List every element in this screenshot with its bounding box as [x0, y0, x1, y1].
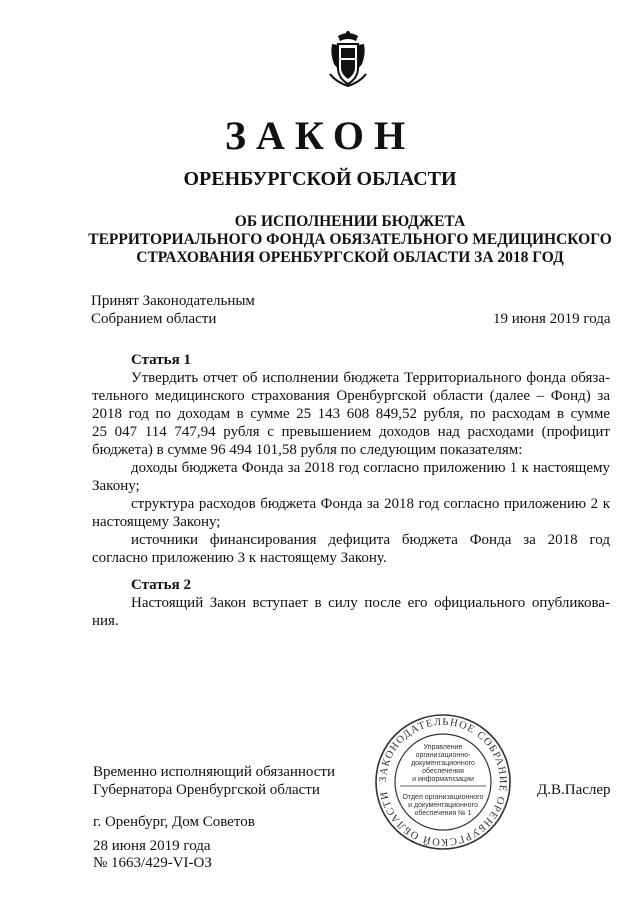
article-2-heading: Статья 2: [131, 577, 191, 593]
article-2-line: ния.: [92, 613, 119, 629]
article-1-line: настоящему Закону;: [92, 514, 221, 530]
law-number: № 1663/429-VI-ОЗ: [93, 855, 212, 871]
signatory-position-line-1: Временно исполняющий обязанности: [93, 764, 336, 780]
law-region: ОРЕНБУРГСКОЙ ОБЛАСТИ: [183, 168, 457, 190]
stamp-inner-line: обеспечения № 1: [414, 810, 472, 817]
article-1-line: согласно приложению 3 к настоящему Закону.: [92, 550, 387, 566]
stamp-inner-line: Управление: [423, 744, 463, 751]
law-subject-line: ТЕРРИТОРИАЛЬНОГО ФОНДА ОБЯЗАТЕЛЬНОГО МЕДИЦИНСКОГО: [88, 231, 612, 248]
adoption-line-1: Принят Законодательным: [91, 293, 255, 309]
article-1-line: источники финансирования дефицита бюджета Фонда за 2018 год: [131, 532, 610, 548]
signing-date: 28 июня 2019 года: [93, 838, 211, 854]
adoption-date: 19 июня 2019 года: [493, 311, 611, 327]
stamp-inner-line: документационного: [411, 760, 475, 767]
adoption-line-2: Собранием области: [91, 311, 217, 327]
article-1-line: доходы бюджета Фонда за 2018 год согласно приложению 1 к настоящему: [131, 460, 610, 476]
stamp-inner-line: обеспечения: [422, 768, 464, 775]
article-1-line: 2018 год по доходам в сумме 25 143 608 849,52 рубля, по расходам в сумме: [92, 406, 610, 422]
signatory-name: Д.В.Паслер: [537, 782, 611, 798]
law-subject-line: СТРАХОВАНИЯ ОРЕНБУРГСКОЙ ОБЛАСТИ ЗА 2018 ГОД: [136, 249, 564, 266]
article-1-heading: Статья 1: [131, 352, 191, 368]
stamp-inner-line: Отдел организационного: [402, 794, 484, 801]
signing-place: г. Оренбург, Дом Советов: [93, 814, 255, 830]
article-1-line: 25 047 114 747,94 рубля с превышением доходов над расходами (профицит: [92, 424, 610, 440]
stamp-inner-line: и документационного: [408, 802, 478, 809]
article-1-line: Утвердить отчет об исполнении бюджета Территориального фонда обяза-: [131, 370, 610, 386]
article-1-line: Закону;: [92, 478, 140, 494]
law-title: ЗАКОН: [224, 113, 416, 158]
stamp-ring-text: ЗАКОНОДАТЕЛЬНОЕ СОБРАНИЕ ОРЕНБУРГСКОЙ ОБЛАСТИ: [377, 716, 509, 848]
official-stamp: [374, 713, 512, 851]
signatory-position-line-2: Губернатора Оренбургской области: [93, 782, 320, 798]
coat-of-arms-emblem: [326, 30, 370, 88]
article-1-line: тельного медицинского страхования Оренбургской области (далее – Фонд) за: [92, 388, 610, 404]
stamp-inner-line: и информатизации: [412, 776, 474, 783]
article-1-line: бюджета) в сумме 96 494 101,58 рубля по следующим показателям:: [92, 442, 523, 458]
law-subject-line: ОБ ИСПОЛНЕНИИ БЮДЖЕТА: [234, 213, 466, 230]
article-1-line: структура расходов бюджета Фонда за 2018 год согласно приложению 2 к: [131, 496, 610, 512]
stamp-inner-line: организационно-: [415, 752, 471, 759]
article-2-line: Настоящий Закон вступает в силу после его официального опубликова-: [131, 595, 610, 611]
